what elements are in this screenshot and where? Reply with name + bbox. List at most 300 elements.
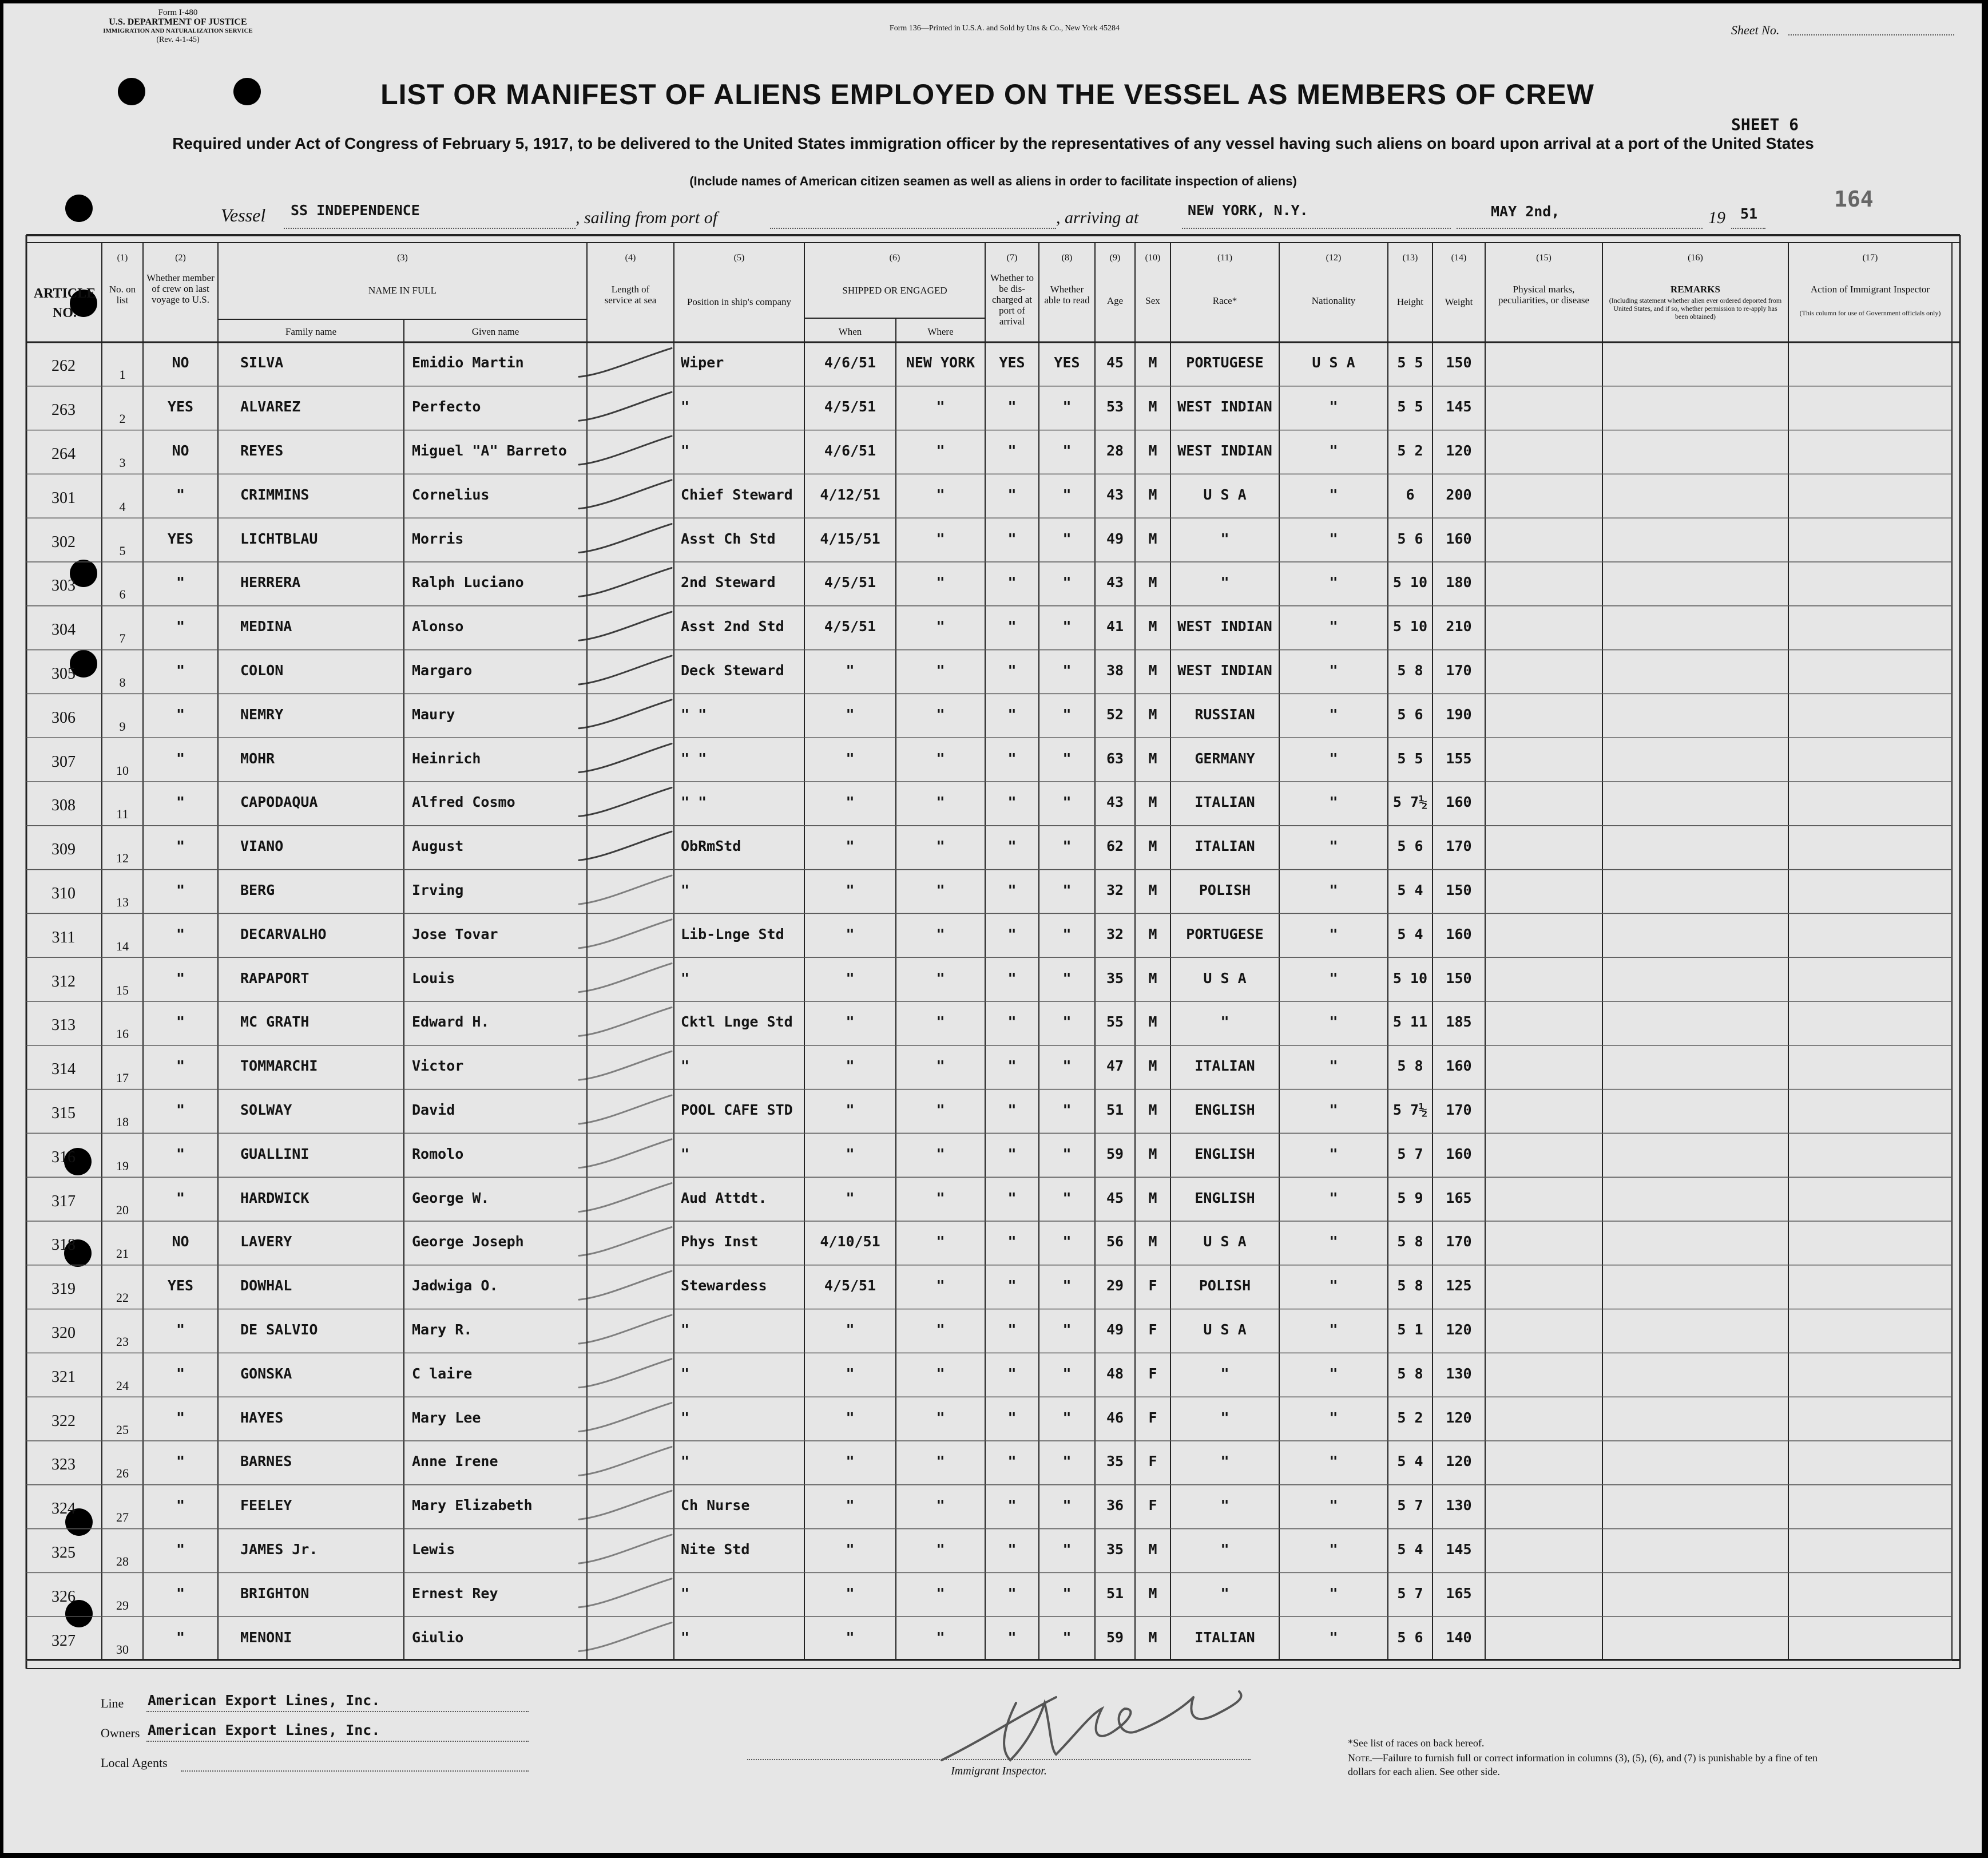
- cell-nationality: ": [1329, 1322, 1338, 1338]
- cell-age: 47: [1106, 1058, 1124, 1075]
- cell-read: ": [1062, 619, 1072, 635]
- service-stroke: [579, 700, 672, 728]
- cell-where: ": [936, 1058, 945, 1075]
- header-c14-num: (14): [1451, 253, 1467, 263]
- cell-discharged: ": [1007, 530, 1017, 547]
- cell-position: Deck Steward: [681, 663, 784, 679]
- cell-sex: F: [1148, 1409, 1157, 1426]
- cell-when: 4/5/51: [824, 575, 876, 591]
- header-c11-num: (11): [1217, 253, 1233, 263]
- cell-position: ": [681, 1453, 690, 1470]
- cell-sex: F: [1148, 1365, 1157, 1382]
- header-c4-num: (4): [625, 253, 636, 263]
- cell-where: ": [936, 1409, 945, 1426]
- cell-member: NO: [172, 355, 189, 371]
- cell-nationality: ": [1329, 1102, 1338, 1118]
- cell-weight: 125: [1446, 1278, 1472, 1294]
- cell-member: ": [176, 663, 185, 679]
- cell-sex: M: [1148, 619, 1157, 635]
- note-text: —Failure to furnish full or correct information in columns (3), (5), (6), and (7) is punishable by a fine of ten dollars for each alien. See other side.: [1348, 1752, 1818, 1777]
- cell-nationality: ": [1329, 663, 1338, 679]
- cell-nationality: ": [1329, 1146, 1338, 1162]
- list-number: 19: [116, 1158, 129, 1173]
- cell-member: ": [176, 926, 185, 942]
- cell-height: 5 7: [1397, 1498, 1423, 1514]
- cell-weight: 150: [1446, 882, 1472, 898]
- cell-when: 4/6/51: [824, 443, 876, 459]
- cell-when: ": [846, 838, 855, 855]
- article-number: 302: [51, 533, 76, 551]
- article-number: 319: [51, 1280, 76, 1298]
- cell-sex: F: [1148, 1322, 1157, 1338]
- cell-discharged: ": [1007, 926, 1017, 942]
- cell-member: ": [176, 486, 185, 503]
- cell-position: " ": [681, 706, 707, 723]
- header-c15: Physical marks, peculiarities, or disease: [1498, 284, 1590, 306]
- cell-member: ": [176, 794, 185, 811]
- cell-when: ": [846, 1058, 855, 1075]
- cell-member: ": [176, 750, 185, 767]
- cell-height: 5 6: [1397, 530, 1423, 547]
- cell-weight: 165: [1446, 1585, 1472, 1602]
- header-c16-num: (16): [1688, 253, 1703, 263]
- cell-member: ": [176, 1014, 185, 1031]
- cell-weight: 120: [1446, 1322, 1472, 1338]
- cell-sex: F: [1148, 1498, 1157, 1514]
- cell-given: Romolo: [412, 1146, 464, 1162]
- service-stroke: [579, 875, 672, 904]
- header-c16-sub: (Including statement whether alien ever ordered deported from United States, and if so, whether permission to re-apply has been obtained): [1609, 296, 1782, 320]
- cell-read: ": [1062, 575, 1072, 591]
- cell-when: ": [846, 1190, 855, 1206]
- header-c15-num: (15): [1536, 253, 1551, 263]
- cell-weight: 165: [1446, 1190, 1472, 1206]
- cell-nationality: ": [1329, 926, 1338, 942]
- cell-read: YES: [1054, 355, 1080, 371]
- cell-discharged: ": [1007, 1058, 1017, 1075]
- cell-sex: M: [1148, 838, 1157, 855]
- cell-height: 5 8: [1397, 1234, 1423, 1250]
- list-number: 7: [119, 631, 126, 646]
- cell-where: ": [936, 486, 945, 503]
- cell-nationality: ": [1329, 486, 1338, 503]
- cell-race: U S A: [1203, 486, 1247, 503]
- list-number: 4: [119, 499, 126, 514]
- cell-where: ": [936, 1234, 945, 1250]
- cell-member: YES: [167, 399, 194, 415]
- cell-read: ": [1062, 1365, 1072, 1382]
- list-number: 15: [116, 983, 129, 997]
- cell-when: ": [846, 1409, 855, 1426]
- cell-race: ": [1220, 530, 1229, 547]
- cell-read: ": [1062, 530, 1072, 547]
- vessel-label: Vessel: [221, 205, 266, 225]
- service-stroke: [579, 787, 672, 816]
- cell-discharged: ": [1007, 619, 1017, 635]
- cell-height: 5 4: [1397, 1453, 1423, 1470]
- article-number: 323: [51, 1456, 76, 1474]
- races-note: *See list of races on back hereof.: [1348, 1737, 1485, 1749]
- cell-when: 4/10/51: [820, 1234, 880, 1250]
- cell-given: Irving: [412, 882, 464, 898]
- cell-position: " ": [681, 750, 707, 767]
- article-number: 327: [51, 1631, 76, 1650]
- header-c7-num: (7): [1006, 253, 1018, 263]
- cell-position: Aud Attdt.: [681, 1190, 767, 1206]
- cell-sex: M: [1148, 1146, 1157, 1162]
- header-c12-num: (12): [1326, 253, 1342, 263]
- cell-race: ITALIAN: [1195, 794, 1255, 811]
- cell-race: ITALIAN: [1195, 1629, 1255, 1646]
- cell-family: LICHTBLAU: [240, 530, 318, 547]
- cell-where: ": [936, 399, 945, 415]
- list-number: 1: [119, 367, 126, 382]
- cell-member: ": [176, 1542, 185, 1558]
- cell-sex: M: [1148, 926, 1157, 942]
- cell-given: Giulio: [412, 1629, 464, 1646]
- cell-nationality: ": [1329, 1190, 1338, 1206]
- cell-height: 5 2: [1397, 443, 1423, 459]
- cell-height: 5 8: [1397, 663, 1423, 679]
- cell-discharged: ": [1007, 1278, 1017, 1294]
- cell-discharged: ": [1007, 663, 1017, 679]
- service-stroke: [579, 1007, 672, 1036]
- cell-discharged: ": [1007, 1234, 1017, 1250]
- cell-sex: M: [1148, 706, 1157, 723]
- header-c9: Age: [1106, 295, 1124, 306]
- cell-age: 51: [1106, 1102, 1124, 1118]
- agents-underline: [181, 1770, 529, 1772]
- list-number: 11: [116, 807, 129, 822]
- cell-read: ": [1062, 1234, 1072, 1250]
- cell-race: RUSSIAN: [1195, 706, 1255, 723]
- cell-member: ": [176, 706, 185, 723]
- cell-race: ": [1220, 1014, 1229, 1031]
- cell-position: ": [681, 1365, 690, 1382]
- cell-weight: 120: [1446, 1453, 1472, 1470]
- cell-weight: 160: [1446, 1146, 1472, 1162]
- cell-weight: 170: [1446, 1234, 1472, 1250]
- cell-family: LAVERY: [240, 1234, 292, 1250]
- cell-height: 5 11: [1392, 1014, 1428, 1031]
- include-note: (Include names of American citizen seamen as well as aliens in order to facilitate inspection of aliens): [689, 174, 1297, 188]
- list-number: 28: [116, 1554, 129, 1568]
- cell-discharged: ": [1007, 443, 1017, 459]
- cell-where: ": [936, 1629, 945, 1646]
- cell-discharged: ": [1007, 882, 1017, 898]
- cell-where: ": [936, 663, 945, 679]
- cell-position: ": [681, 1146, 690, 1162]
- cell-age: 43: [1106, 794, 1124, 811]
- article-number: 263: [51, 401, 76, 419]
- cell-family: GONSKA: [240, 1365, 292, 1382]
- cell-where: ": [936, 1365, 945, 1382]
- cell-age: 43: [1106, 575, 1124, 591]
- cell-where: ": [936, 1146, 945, 1162]
- cell-age: 51: [1106, 1585, 1124, 1602]
- year-prefix: 19: [1708, 208, 1725, 227]
- cell-race: PORTUGESE: [1186, 926, 1264, 942]
- cell-position: ": [681, 1585, 690, 1602]
- cell-when: ": [846, 1365, 855, 1382]
- header-c4: Length of service at sea: [604, 284, 657, 306]
- header-c9-num: (9): [1109, 253, 1121, 263]
- cell-age: 43: [1106, 486, 1124, 503]
- cell-member: ": [176, 1365, 185, 1382]
- service-stroke: [579, 1227, 672, 1255]
- penalty-note: [1348, 1751, 1834, 1778]
- cell-when: ": [846, 1453, 855, 1470]
- cell-race: POLISH: [1199, 1278, 1251, 1294]
- cell-race: GERMANY: [1195, 750, 1255, 767]
- cell-race: ": [1220, 1409, 1229, 1426]
- list-number: 13: [116, 895, 129, 909]
- cell-nationality: ": [1329, 1498, 1338, 1514]
- article-number: 314: [51, 1060, 76, 1079]
- cell-read: ": [1062, 1409, 1072, 1426]
- cell-when: ": [846, 750, 855, 767]
- cell-when: ": [846, 1542, 855, 1558]
- owners-label: Owners: [101, 1726, 140, 1740]
- service-stroke: [579, 480, 672, 509]
- cell-weight: 130: [1446, 1365, 1472, 1382]
- header-article: ARTICLE NO.: [33, 286, 96, 320]
- cell-nationality: ": [1329, 1453, 1338, 1470]
- cell-height: 5 4: [1397, 882, 1423, 898]
- sheet-stamp: SHEET 6: [1731, 115, 1799, 134]
- cell-height: 5 8: [1397, 1058, 1423, 1075]
- cell-sex: M: [1148, 663, 1157, 679]
- header-c6-when: When: [838, 326, 862, 337]
- cell-height: 5 5: [1397, 399, 1423, 415]
- article-number: 311: [51, 928, 76, 946]
- cell-discharged: ": [1007, 1542, 1017, 1558]
- cell-given: Alonso: [412, 619, 464, 635]
- cell-height: 5 10: [1392, 619, 1428, 635]
- cell-family: MENONI: [240, 1629, 292, 1646]
- cell-where: ": [936, 530, 945, 547]
- cell-weight: 160: [1446, 530, 1472, 547]
- cell-read: ": [1062, 1058, 1072, 1075]
- cell-sex: M: [1148, 1585, 1157, 1602]
- cell-given: Miguel "A" Barreto: [412, 443, 567, 459]
- cell-given: George Joseph: [412, 1234, 524, 1250]
- cell-sex: M: [1148, 1629, 1157, 1646]
- cell-read: ": [1062, 1146, 1072, 1162]
- list-number: 24: [116, 1378, 129, 1393]
- cell-discharged: YES: [999, 355, 1025, 371]
- cell-weight: 120: [1446, 443, 1472, 459]
- cell-member: ": [176, 970, 185, 987]
- cell-sex: M: [1148, 1234, 1157, 1250]
- cell-sex: M: [1148, 794, 1157, 811]
- cell-family: SILVA: [240, 355, 284, 371]
- cell-position: ": [681, 399, 690, 415]
- cell-weight: 185: [1446, 1014, 1472, 1031]
- cell-age: 59: [1106, 1629, 1124, 1646]
- cell-where: ": [936, 750, 945, 767]
- cell-read: ": [1062, 1629, 1072, 1646]
- cell-read: ": [1062, 1322, 1072, 1338]
- manifest-sheet: [3, 3, 1982, 1853]
- cell-age: 53: [1106, 399, 1124, 415]
- cell-when: ": [846, 1014, 855, 1031]
- cell-family: TOMMARCHI: [240, 1058, 318, 1075]
- cell-weight: 170: [1446, 1102, 1472, 1118]
- cell-given: Edward H.: [412, 1014, 490, 1031]
- cell-nationality: ": [1329, 619, 1338, 635]
- cell-family: MEDINA: [240, 619, 292, 635]
- article-number: 306: [51, 708, 76, 727]
- cell-height: 5 10: [1392, 970, 1428, 987]
- cell-member: ": [176, 1102, 185, 1118]
- article-number: 322: [51, 1412, 76, 1430]
- cell-when: 4/15/51: [820, 530, 880, 547]
- cell-when: ": [846, 1498, 855, 1514]
- header-c16: REMARKS: [1670, 284, 1720, 295]
- cell-age: 49: [1106, 530, 1124, 547]
- cell-family: SOLWAY: [240, 1102, 292, 1118]
- cell-height: 5 4: [1397, 926, 1423, 942]
- header-c1-num: (1): [117, 253, 128, 263]
- cell-position: 2nd Steward: [681, 575, 776, 591]
- cell-position: POOL CAFE STD: [681, 1102, 793, 1118]
- cell-race: WEST INDIAN: [1177, 619, 1272, 635]
- service-stroke: [579, 524, 672, 553]
- service-stroke: [579, 744, 672, 772]
- header-c2-num: (2): [175, 253, 186, 263]
- service-stroke: [579, 1183, 672, 1212]
- cell-given: Perfecto: [412, 399, 481, 415]
- cell-discharged: ": [1007, 1014, 1017, 1031]
- service-stroke: [579, 1403, 672, 1432]
- list-number: 17: [116, 1071, 129, 1086]
- cell-weight: 170: [1446, 663, 1472, 679]
- cell-member: ": [176, 619, 185, 635]
- service-stroke: [579, 1491, 672, 1519]
- cell-when: ": [846, 794, 855, 811]
- cell-race: WEST INDIAN: [1177, 399, 1272, 415]
- article-number: 262: [51, 357, 76, 375]
- cell-family: GUALLINI: [240, 1146, 309, 1162]
- cell-height: 5 1: [1397, 1322, 1423, 1338]
- header-c17-num: (17): [1862, 253, 1878, 263]
- cell-where: ": [936, 619, 945, 635]
- cell-race: ": [1220, 1585, 1229, 1602]
- cell-discharged: ": [1007, 1498, 1017, 1514]
- cell-member: ": [176, 1453, 185, 1470]
- cell-position: Chief Steward: [681, 486, 793, 503]
- cell-given: Alfred Cosmo: [412, 794, 515, 811]
- cell-race: WEST INDIAN: [1177, 443, 1272, 459]
- cell-race: ENGLISH: [1195, 1146, 1255, 1162]
- cell-age: 28: [1106, 443, 1124, 459]
- cell-read: ": [1062, 1014, 1072, 1031]
- cell-race: U S A: [1203, 1322, 1247, 1338]
- header-c3-num: (3): [397, 253, 408, 263]
- cell-height: 5 7: [1397, 1146, 1423, 1162]
- cell-family: BARNES: [240, 1453, 292, 1470]
- cell-when: ": [846, 663, 855, 679]
- cell-where: ": [936, 1190, 945, 1206]
- inspector-label: Immigrant Inspector.: [951, 1765, 1047, 1777]
- cell-weight: 160: [1446, 926, 1472, 942]
- cell-discharged: ": [1007, 399, 1017, 415]
- service-stroke: [579, 1623, 672, 1651]
- article-number: 313: [51, 1016, 76, 1035]
- service-stroke: [579, 920, 672, 948]
- cell-position: ObRmStd: [681, 838, 741, 855]
- cell-age: 29: [1106, 1278, 1124, 1294]
- cell-discharged: ": [1007, 1453, 1017, 1470]
- service-stroke: [579, 1095, 672, 1124]
- cell-weight: 180: [1446, 575, 1472, 591]
- cell-family: COLON: [240, 663, 284, 679]
- cell-family: MC GRATH: [240, 1014, 309, 1031]
- arriving-at: NEW YORK, N.Y.: [1188, 202, 1308, 219]
- list-number: 12: [116, 851, 129, 866]
- cell-sex: M: [1148, 399, 1157, 415]
- cell-nationality: ": [1329, 750, 1338, 767]
- arrival-date: MAY 2nd,: [1491, 203, 1560, 220]
- cell-member: YES: [167, 1278, 194, 1294]
- article-number: 303: [51, 577, 76, 595]
- cell-read: ": [1062, 1190, 1072, 1206]
- sailing-label: , sailing from port of: [576, 208, 718, 227]
- cell-family: NEMRY: [240, 706, 284, 723]
- cell-read: ": [1062, 1585, 1072, 1602]
- cell-height: 5 6: [1397, 1629, 1423, 1646]
- header-c8: Whether able to read: [1044, 284, 1090, 306]
- cell-position: " ": [681, 794, 707, 811]
- cell-read: ": [1062, 399, 1072, 415]
- cell-nationality: ": [1329, 1014, 1338, 1031]
- cell-member: ": [176, 1146, 185, 1162]
- cell-weight: 130: [1446, 1498, 1472, 1514]
- cell-family: ALVAREZ: [240, 399, 301, 415]
- header-c10-num: (10): [1145, 253, 1161, 263]
- header-c17: Action of Immigrant Inspector: [1810, 284, 1930, 295]
- article-number: 326: [51, 1587, 76, 1606]
- list-number: 18: [116, 1115, 129, 1129]
- cell-family: HAYES: [240, 1409, 284, 1426]
- cell-family: MOHR: [240, 750, 275, 767]
- cell-given: C laire: [412, 1365, 473, 1382]
- service-name: IMMIGRATION AND NATURALIZATION SERVICE: [103, 27, 253, 34]
- cell-member: ": [176, 1498, 185, 1514]
- cell-race: PORTUGESE: [1186, 355, 1264, 371]
- cell-nationality: ": [1329, 575, 1338, 591]
- list-number: 3: [119, 455, 126, 470]
- cell-height: 5 5: [1397, 355, 1423, 371]
- cell-read: ": [1062, 1498, 1072, 1514]
- header-c6: SHIPPED OR ENGAGED: [842, 285, 947, 296]
- cell-position: Wiper: [681, 355, 724, 371]
- cell-sex: M: [1148, 1542, 1157, 1558]
- cell-age: 35: [1106, 1542, 1124, 1558]
- list-number: 6: [119, 587, 126, 602]
- cell-family: VIANO: [240, 838, 284, 855]
- form-number: Form I-480: [158, 8, 198, 17]
- header-c5: Position in ship's company: [687, 296, 792, 307]
- cell-given: Mary R.: [412, 1322, 473, 1338]
- cell-age: 46: [1106, 1409, 1124, 1426]
- cell-age: 48: [1106, 1365, 1124, 1382]
- cell-weight: 150: [1446, 355, 1472, 371]
- department-name: U.S. DEPARTMENT OF JUSTICE: [109, 17, 247, 27]
- manifest-title: LIST OR MANIFEST OF ALIENS EMPLOYED ON THE VESSEL AS MEMBERS OF CREW: [380, 78, 1594, 110]
- article-number: 312: [51, 972, 76, 991]
